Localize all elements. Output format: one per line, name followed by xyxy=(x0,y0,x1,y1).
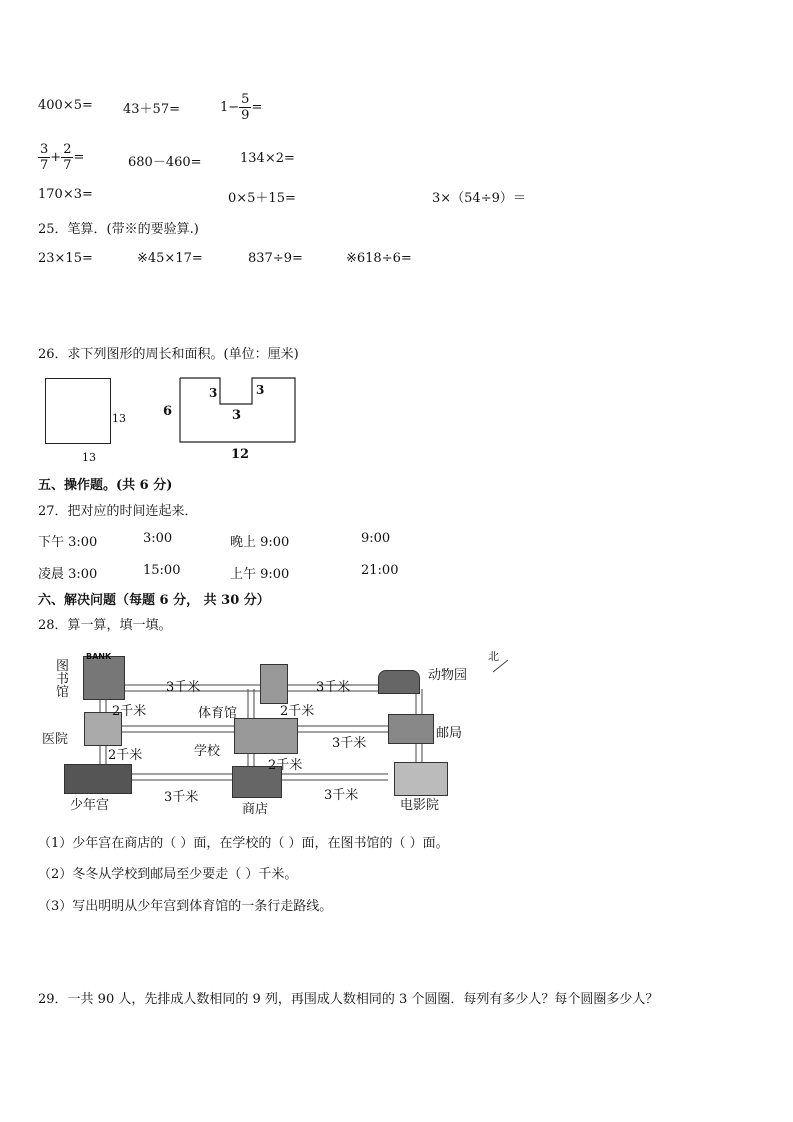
q28-sub2: （2）冬冬从学校到邮局至少要走（ ）千米。 xyxy=(38,867,298,882)
shape-left-label: 6 xyxy=(163,404,173,419)
denominator: 7 xyxy=(40,158,49,173)
numerator: 5 xyxy=(241,92,250,107)
q25-item-1: 23×15= xyxy=(38,251,93,266)
q27-r2-c2: 15:00 xyxy=(143,563,181,578)
equals: = xyxy=(73,150,85,165)
post-office-building-icon xyxy=(388,714,434,744)
label-shop: 商店 xyxy=(242,802,269,817)
q25-item-4: ※618÷6= xyxy=(346,251,412,266)
label-youth-palace: 少年宫 xyxy=(70,798,110,813)
dist-stadium-school: 2千米 xyxy=(280,704,315,719)
numerator: 2 xyxy=(63,142,72,157)
fraction-2-7 xyxy=(61,142,73,173)
zoo-icon xyxy=(378,670,420,694)
q25-item-2: ※45×17= xyxy=(137,251,203,266)
q27-r1-c3: 晚上 9:00 xyxy=(230,535,290,550)
q29-text: 29．一共 90 人，先排成人数相同的 9 列，再围成人数相同的 3 个圆圈．每列有多少人？每个圆圈多少人？ xyxy=(38,992,659,1007)
cinema-building-icon xyxy=(394,762,448,796)
q27-r2-c1: 凌晨 3:00 xyxy=(38,567,98,582)
numerator: 3 xyxy=(40,142,49,157)
square-bottom-label: 13 xyxy=(82,451,96,464)
dist-hospital-youth: 2千米 xyxy=(108,748,143,763)
q28-sub1: （1）少年宫在商店的（ ）面，在学校的（ ）面，在图书馆的（ ）面。 xyxy=(38,836,449,851)
q26-title: 26．求下列图形的周长和面积。(单位：厘米) xyxy=(38,347,299,362)
map-figure xyxy=(38,644,518,817)
q28-title: 28．算一算，填一填。 xyxy=(38,618,172,633)
dist-library-hospital: 2千米 xyxy=(112,704,147,719)
expr-1-minus-frac xyxy=(220,92,262,123)
stadium-building-icon xyxy=(260,664,288,704)
q25-title: 25．笔算．(带※的要验算.) xyxy=(38,222,199,237)
bank-building-icon xyxy=(83,656,125,700)
expr-134x2: 134×2= xyxy=(240,151,295,166)
denominator: 7 xyxy=(63,158,72,173)
dist-school-post: 3千米 xyxy=(332,736,367,751)
q27-r1-c4: 9:00 xyxy=(361,531,391,546)
fraction-5-9 xyxy=(239,92,251,123)
dist-youth-shop: 3千米 xyxy=(164,790,199,805)
label-school: 学校 xyxy=(194,744,221,759)
q27-r2-c3: 上午 9:00 xyxy=(230,567,290,582)
plus-sign: + xyxy=(50,150,62,165)
q28-sub3: （3）写出明明从少年宫到体育馆的一条行走路线。 xyxy=(38,899,333,914)
bank-sign: BANK xyxy=(86,652,112,661)
shape-bottom-label: 12 xyxy=(231,447,250,462)
square-figure xyxy=(45,378,111,444)
section-6-heading: 六、解决问题（每题 6 分， 共 30 分） xyxy=(38,593,270,608)
school-building-icon xyxy=(234,718,298,754)
label-zoo: 动物园 xyxy=(428,668,468,683)
youth-palace-building-icon xyxy=(64,764,132,794)
label-stadium: 体育馆 xyxy=(198,706,238,721)
expr-3x-54div9: 3×（54÷9）＝ xyxy=(432,191,526,206)
denominator: 9 xyxy=(241,108,250,123)
q27-r2-c4: 21:00 xyxy=(361,563,399,578)
section-5-heading: 五、操作题。(共 6 分) xyxy=(38,478,173,493)
label-post-office: 邮局 xyxy=(436,726,463,741)
equals: = xyxy=(251,100,263,115)
notch-bottom-label: 3 xyxy=(232,408,242,423)
dist-stadium-zoo: 3千米 xyxy=(316,680,351,695)
q27-r1-c2: 3:00 xyxy=(143,531,173,546)
dist-library-stadium: 3千米 xyxy=(166,680,201,695)
square-side-label: 13 xyxy=(112,412,126,425)
expr-680-460: 680－460= xyxy=(128,155,202,170)
whole-part: 1− xyxy=(220,100,240,115)
dist-school-shop: 2千米 xyxy=(268,758,303,773)
notch-right-label: 3 xyxy=(256,383,265,397)
label-hospital: 医院 xyxy=(42,732,69,747)
fraction-3-7 xyxy=(38,142,50,173)
label-cinema: 电影院 xyxy=(400,798,440,813)
q27-title: 27．把对应的时间连起来． xyxy=(38,504,198,519)
dist-shop-cinema: 3千米 xyxy=(324,788,359,803)
q27-r1-c1: 下午 3:00 xyxy=(38,535,98,550)
expr-400x5: 400×5= xyxy=(38,98,93,113)
notch-left-label: 3 xyxy=(209,386,218,400)
label-library: 图书馆 xyxy=(56,659,70,700)
expr-frac-sum xyxy=(38,142,84,173)
expr-170x3: 170×3= xyxy=(38,187,93,202)
north-indicator: 北 xyxy=(488,650,499,663)
expr-0x5plus15: 0×5＋15= xyxy=(228,191,296,206)
q25-item-3: 837÷9= xyxy=(248,251,303,266)
expr-43plus57: 43＋57= xyxy=(123,102,180,117)
